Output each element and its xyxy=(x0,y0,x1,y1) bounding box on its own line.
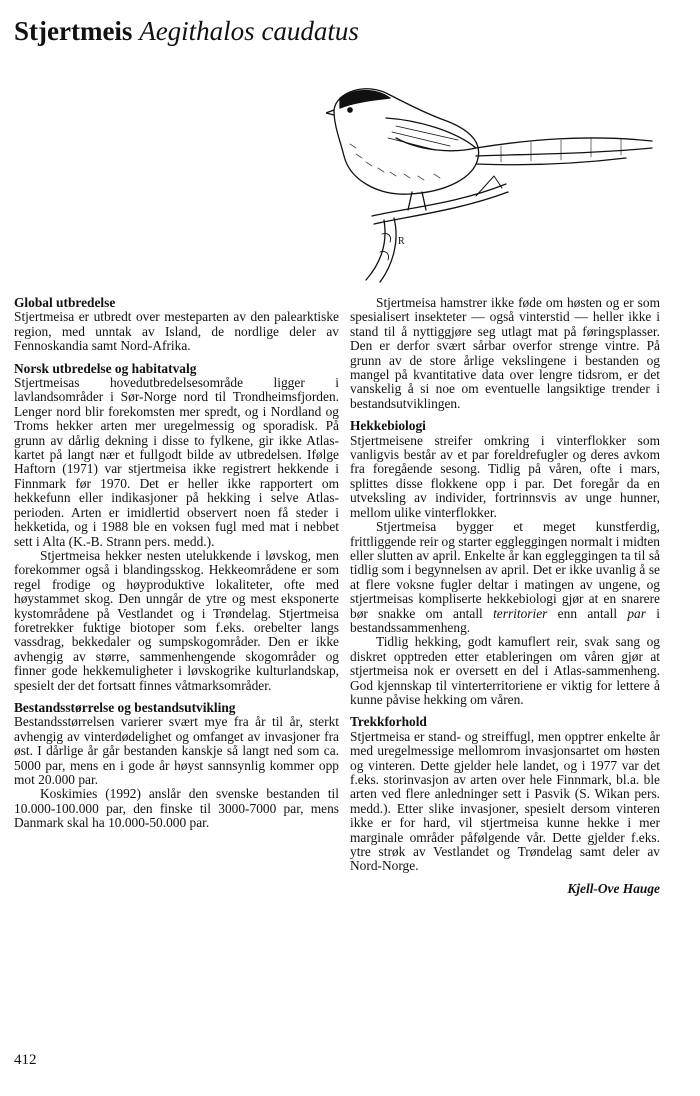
page-number: 412 xyxy=(14,1052,37,1068)
section-heading-migration: Trekkforhold xyxy=(350,714,427,730)
page-title xyxy=(14,14,359,48)
paragraph: Koskimies (1992) anslår den svenske bestanden til 10.000-100.000 par, den finske til 3000-7000 par, mens Danmark skal ha 10.000-50.000 par. xyxy=(14,786,339,831)
paragraph: Stjertmeisa er utbredt over mesteparten av den palearktiske region, med unntak av Island, de nordlige deler av Fennoskandia samt Nord-Afrika. xyxy=(14,309,339,354)
section-heading-norwegian: Norsk utbredelse og habitatvalg xyxy=(14,360,197,376)
left-column xyxy=(14,296,339,831)
author-signature: Kjell-Ove Hauge xyxy=(567,880,660,896)
long-tailed-tit-drawing-icon xyxy=(326,84,656,284)
latin-name: Aegithalos caudatus xyxy=(139,16,359,46)
section-heading-global: Global utbredelse xyxy=(14,295,116,310)
paragraph: Stjertmeisene streifer omkring i vinterflokker som vanligvis består av et par foreldrefugler og deres avkom fra foregående sesong. Tidlig på våren, ofte i mars, splittes disse flokkene opp i par. Det foregår da en utveksling av individer, fortrinnsvis av unge hunner, mellom ulike vinterflokker. xyxy=(350,432,660,520)
paragraph: Stjertmeisa er stand- og streiffugl, men opptrer enkelte år med uregelmessige mellomrom invasjonsartet om høsten og vinteren. Dette gjelder hele landet, og i 1977 var det f.eks. storinvasjon av arten over hele Finnmark, bl.a. ble arten ved flere anledninger sett i Pasvik (S. Wikan pers. medd.). Etter slike invasjoner, spesielt dersom vinteren ikke er for hard, vil stjertmeisa kunne hekke i mer marginale områder påfølgende vår. Dette gjelder f.eks. ytre strøk av Vestlandet og Trøndelag samt deler av Nord-Norge. xyxy=(350,728,660,874)
paragraph-text: enn antall xyxy=(547,605,628,621)
artist-initial: R xyxy=(398,236,405,247)
paragraph: Bestandsstørrelsen varierer svært mye fra år til år, sterkt avhengig av vinterdødelighet og omfanget av invasjoner fra øst. I dårlige år går bestanden kanskje så langt ned som ca. 5000 par, mens en i gode år høyst sannsynlig kommer opp mot 20.000 par. xyxy=(14,714,339,787)
paragraph-text: i bestandssammenheng. xyxy=(350,605,660,635)
paragraph: Tidlig hekking, godt kamuflert reir, svak sang og diskret opptreden etter etableringen om våren gjør at stjertmeisa nok er oversett en del i Atlas-sammenheng. God kjennskap til vinterterritoriene er viktig for lettere å kunne påvise hekking om våren. xyxy=(350,634,660,707)
paragraph xyxy=(350,520,660,635)
section-heading-population: Bestandsstørrelse og bestandsutvikling xyxy=(14,699,236,715)
section-heading-breeding: Hekkebiologi xyxy=(350,418,426,434)
common-name: Stjertmeis xyxy=(14,16,133,46)
emphasis-par: par xyxy=(627,605,646,621)
emphasis-territorier: territorier xyxy=(493,605,548,621)
paragraph: Stjertmeisa hekker nesten utelukkende i løvskog, men forekommer også i blandingsskog. Hekkeområdene er som regel frodige og høyproduktive lokaliteter, ofte med høystammet skog. Den unngår de ytre og mest eksponerte kystområdene på Vestlandet og i Trøndelag. Stjertmeisa foretrekker fuktige biotoper som f.eks. orebelter langs vassdrag, bekkedaler og sumpskogområder. Den er ikke avhengig av større, sammenhengende skogområder og finner gode hekkemuligheter i løvskogrike kulturlandskap, spesielt der det fortsatt finnes våtmarksområder. xyxy=(14,547,339,693)
paragraph: Stjertmeisa hamstrer ikke føde om høsten og er som spesialisert insekteter — også vinterstid — heller ikke i stand til å nyttiggjøre seg utlagt mat på føringsplasser. Den er derfor svært sårbar overfor strenge vintre. På grunn av de store årlige vekslingene i bestanden og mangel på kvantitative data over lengre tidsrom, er det vanskelig å si noe om eventuelle langsiktige trender i bestandsutviklingen. xyxy=(350,295,660,411)
paragraph: Stjertmeisas hovedutbredelsesområde ligger i lavlandsområder i Sør-Norge nord til Trondheimsfjorden. Lenger nord blir forekomsten mer spredt, og i Nordland og Troms hekker arten mer uregelmessig og sporadisk. På grunn av dårlig dekning i disse to fylkene, gir ikke Atlas-kartet på langt nær et fullgodt bilde av utbredelsen. Ifølge Haftorn (1971) var stjertmeisa ikke registrert hekkende i Finnmark før 1970. Det er heller ikke rapportert om hekkefunn eller indikasjoner på hekking i selve Atlas-perioden. Arten er imidlertid observert noen få steder i hekketida, og i 1988 ble en voksen fugl med mat i nebbet sett i Alta (K.-B. Strann pers. medd.). xyxy=(14,375,339,549)
paragraph-text: Stjertmeisa bygger et meget kunstferdig, frittliggende reir og starter eggleggingen normalt i midten eller slutten av april. Enkelte år kan eggleggingen ta til så tidlig som i begynnelsen av april. Det er ikke uvanlig å se at flere voksne fugler deltar i matingen av ungene, og stjertmeisas kompliserte hekkebiologi gjør at en snarere bør snakke om antall xyxy=(350,519,660,621)
right-column xyxy=(350,296,660,896)
